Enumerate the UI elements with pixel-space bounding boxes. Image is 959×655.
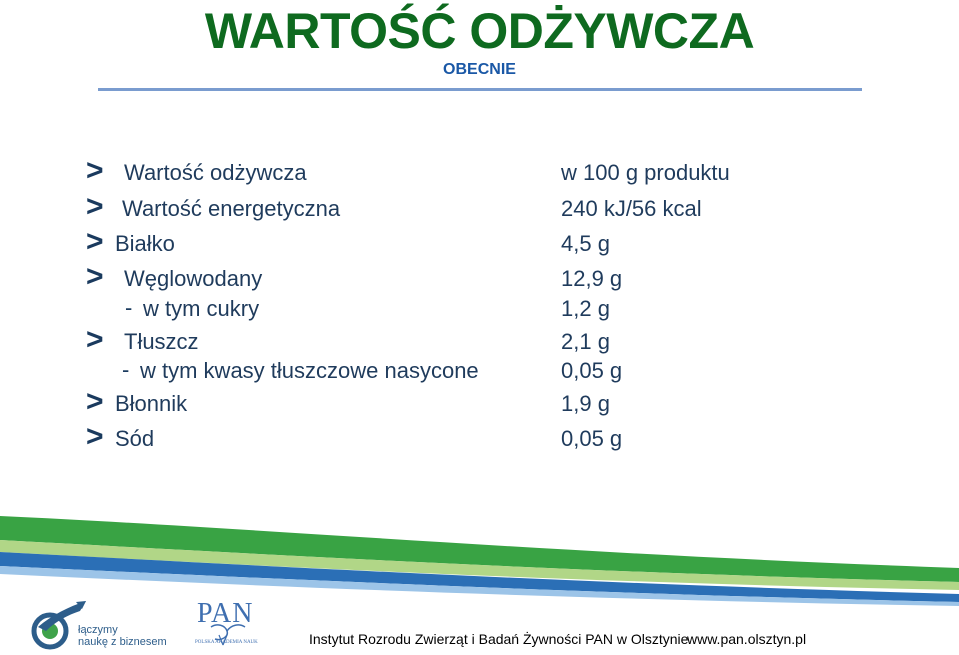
nutrition-row-protein [0,225,959,261]
nutrition-row-header [0,154,959,190]
row-label: w tym cukry [143,296,260,321]
row-value: 12,9 g [561,266,623,291]
nutrition-row-carbs [0,260,959,296]
row-label: Tłuszcz [124,329,199,354]
pan-logo-text: PAN [197,598,254,629]
bullet-arrow-icon: > [86,225,104,258]
nutrition-row-fiber [0,385,959,421]
row-value: w 100 g produktu [561,160,730,185]
bullet-arrow-icon: > [86,260,104,293]
institute-name: Instytut Rozrodu Zwierząt i Badań Żywności PAN w Olsztynie [309,631,689,647]
bullet-arrow-icon: > [86,323,104,356]
row-value: 1,9 g [561,391,610,416]
nutrition-row-fat [0,323,959,359]
row-value: 240 kJ/56 kcal [561,196,702,221]
bullet-arrow-icon: > [86,420,104,453]
row-value: 2,1 g [561,329,610,354]
row-value: 4,5 g [561,231,610,256]
row-label: Wartość energetyczna [122,196,341,221]
website-link[interactable]: www.pan.olsztyn.pl [687,631,807,647]
nutrition-row-energy [0,190,959,226]
sub-item-dash: - [122,357,130,382]
bullet-arrow-icon: > [86,154,104,187]
bullet-arrow-icon: > [86,385,104,418]
nutrition-row-saturated-fat [0,358,959,388]
row-value: 0,05 g [561,358,623,383]
row-label: Białko [115,231,175,256]
pan-logo-subtext: POLSKA AKADEMIA NAUK [195,640,258,645]
nutrition-row-sodium [0,420,959,456]
nutrition-row-sugars [0,296,959,326]
row-label: Węglowodany [124,266,263,291]
title-divider [98,88,862,91]
row-label: Błonnik [115,391,188,416]
row-label: Wartość odżywcza [124,160,307,185]
bullet-arrow-icon: > [86,190,104,223]
row-label: w tym kwasy tłuszczowe nasycone [140,358,479,383]
lacznymy-logo-text: łączymy naukę z biznesem [78,624,167,648]
row-value: 0,05 g [561,426,623,451]
page-subtitle: OBECNIE [443,61,516,78]
sub-item-dash: - [125,295,133,320]
row-label: Sód [115,426,155,451]
page-title: WARTOŚĆ ODŻYWCZA [204,3,755,59]
row-value: 1,2 g [561,296,610,321]
